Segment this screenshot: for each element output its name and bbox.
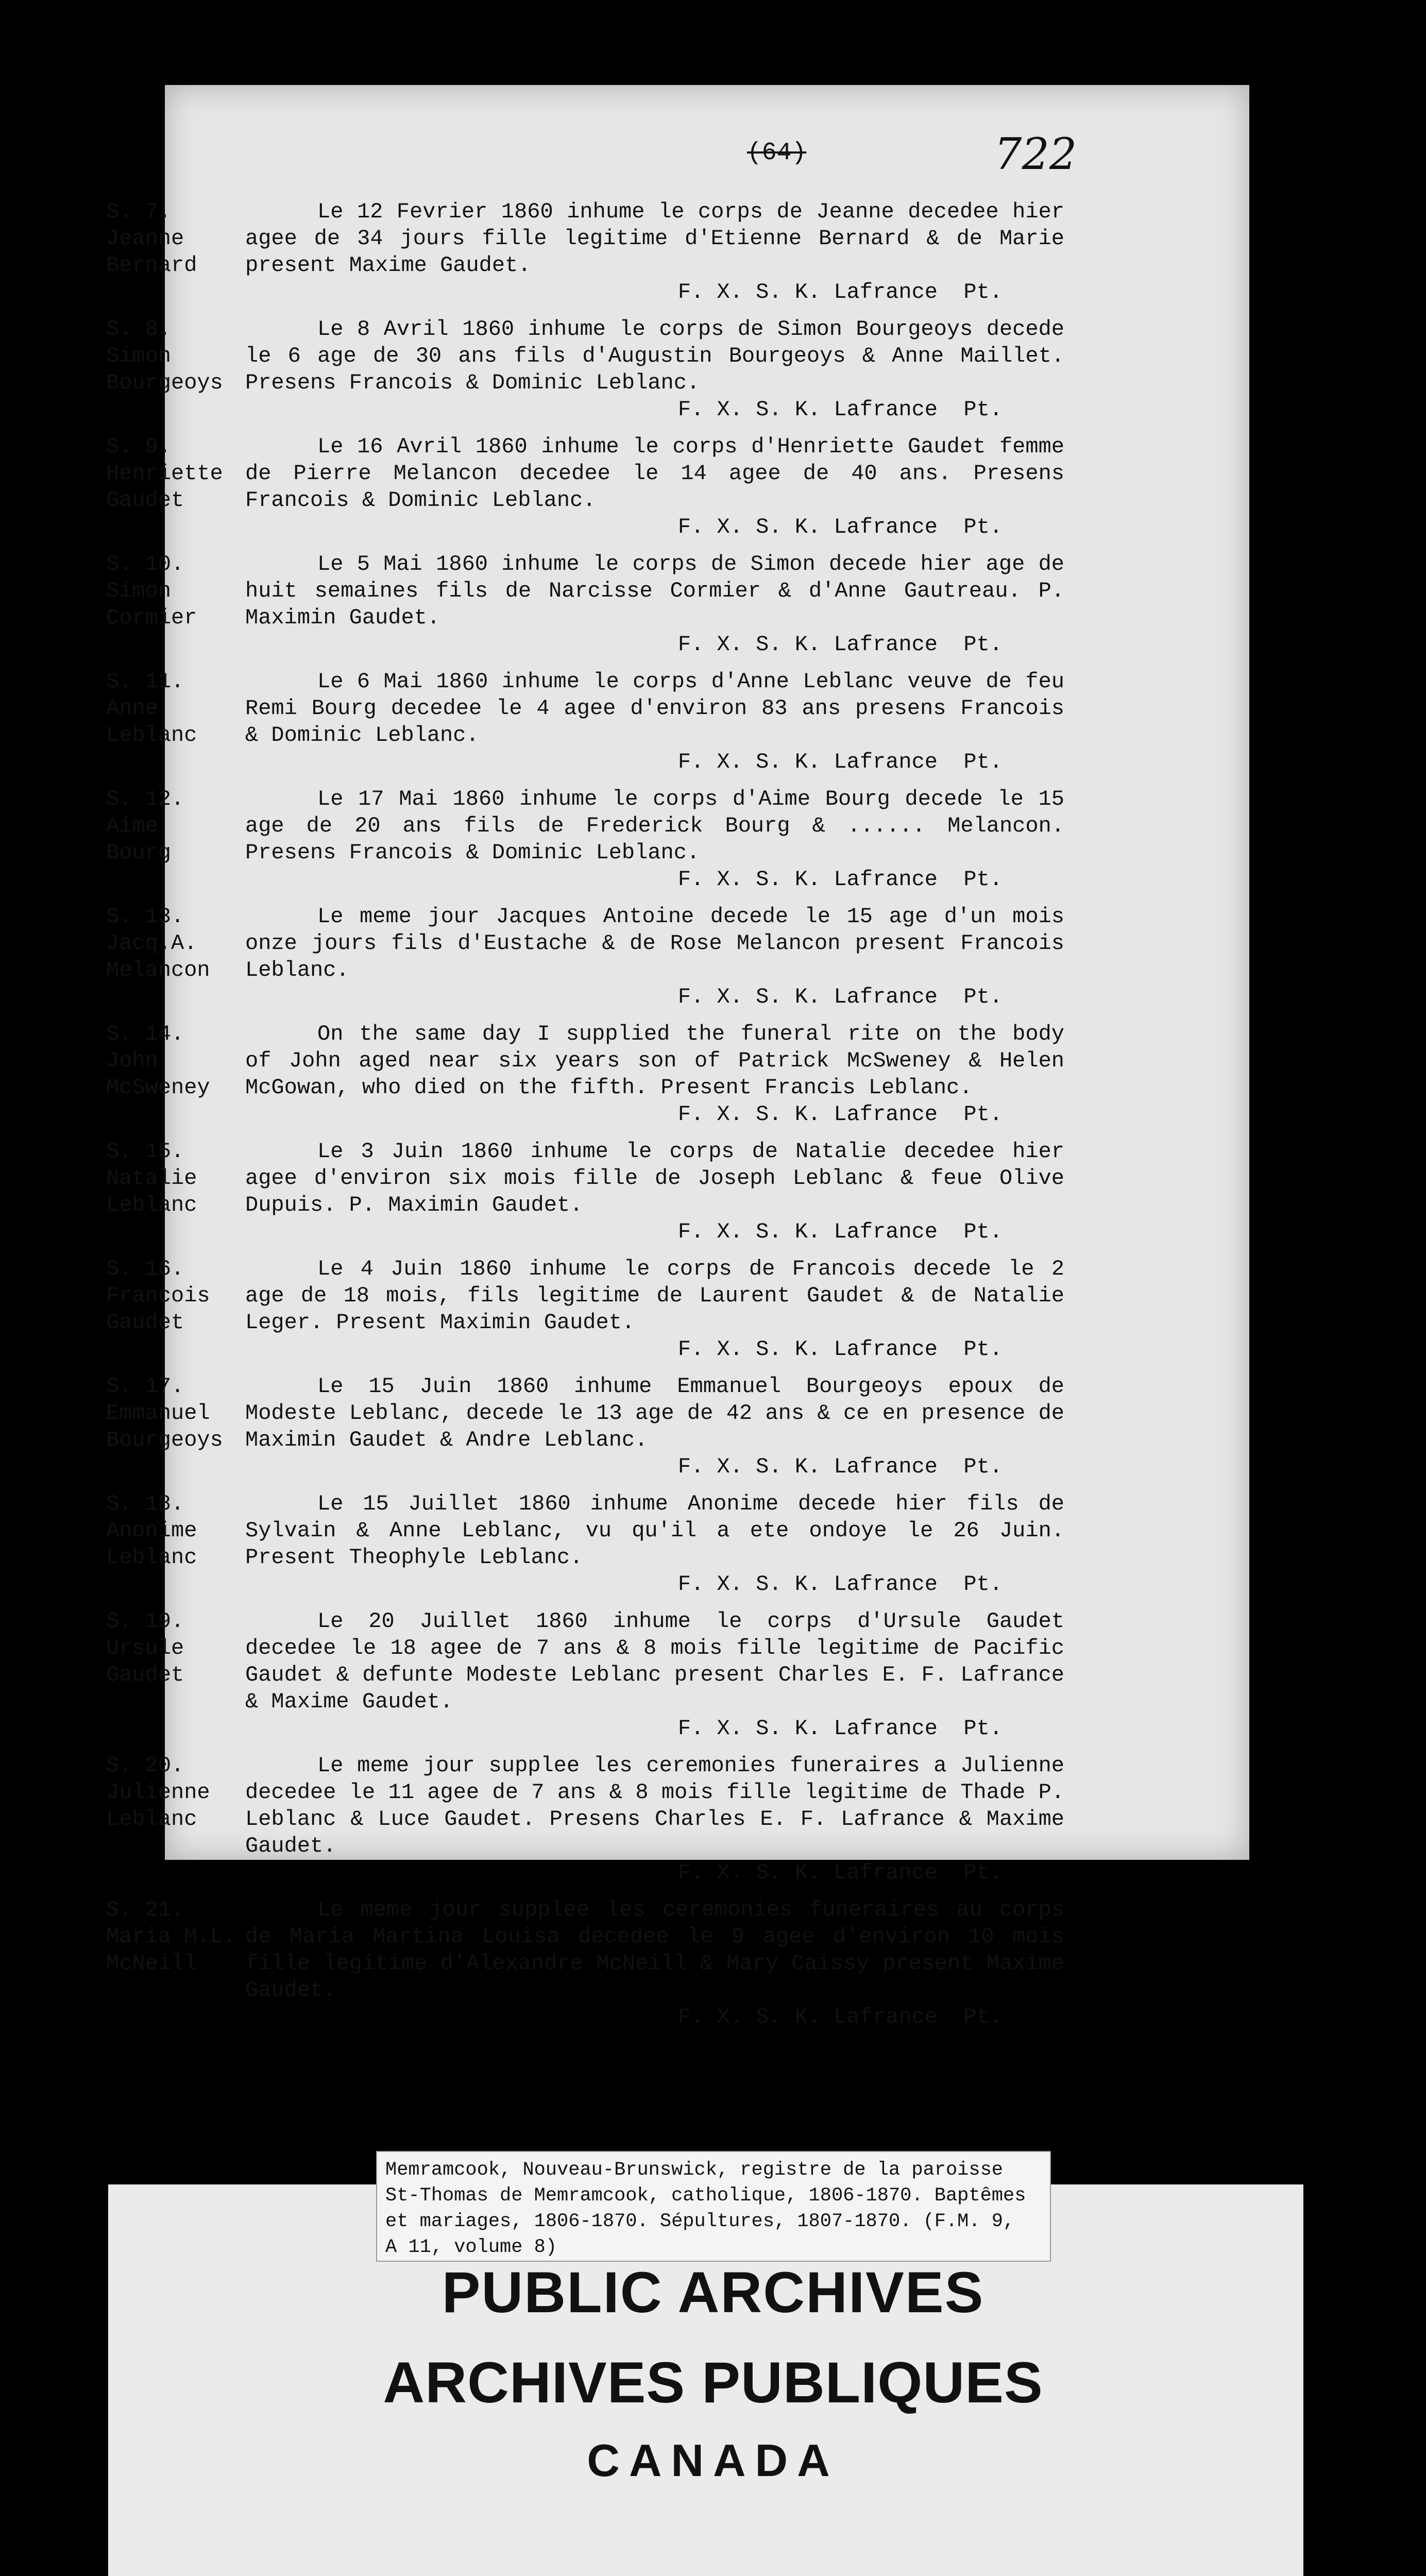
burial-entry	[106, 1490, 1064, 1598]
entry-margin-label: S. 21. Maria M.L. McNeill	[106, 1897, 236, 1976]
entry-text-column	[245, 551, 1064, 658]
entry-text-column	[245, 1490, 1064, 1598]
burial-entry	[106, 198, 1064, 306]
entry-text-column	[245, 1138, 1064, 1245]
collection-label	[376, 2151, 1051, 2262]
entry-signature: F. X. S. K. Lafrance Pt.	[677, 1860, 1003, 1885]
entry-text-column	[245, 198, 1064, 306]
entry-margin-label: S. 11. Anne Leblanc	[106, 669, 197, 748]
entry-margin-label: S. 18. Anonime Leblanc	[106, 1492, 197, 1570]
burial-entry	[106, 1256, 1064, 1363]
entry-signature: F. X. S. K. Lafrance Pt.	[677, 1572, 1003, 1597]
entry-body: Le meme jour supplee les ceremonies funeraires a Julienne decedee le 11 agee de 7 ans & 8 mois fille legitime de Thade P. Leblanc & Luce Gaudet. Presens Charles E. F. Lafrance & Maxime Gaudet.	[245, 1753, 1064, 1858]
entry-text-column	[245, 1021, 1064, 1128]
entry-signature: F. X. S. K. Lafrance Pt.	[677, 1219, 1003, 1244]
entry-signature: F. X. S. K. Lafrance Pt.	[677, 1716, 1003, 1741]
entry-signature: F. X. S. K. Lafrance Pt.	[677, 985, 1003, 1009]
entry-text-column	[245, 1373, 1064, 1480]
entry-text-column	[245, 1752, 1064, 1886]
burial-entry	[106, 433, 1064, 540]
entry-body: Le 3 Juin 1860 inhume le corps de Natalie decedee hier agee d'environ six mois fille de Joseph Leblanc & feue Olive Dupuis. P. Maximin Gaudet.	[245, 1139, 1064, 1217]
burial-entries	[106, 198, 1064, 2041]
entry-signature: F. X. S. K. Lafrance Pt.	[677, 515, 1003, 539]
entry-body: Le 20 Juillet 1860 inhume le corps d'Ursule Gaudet decedee le 18 agee de 7 ans & 8 mois fille legitime de Pacific Gaudet & defunte Modeste Leblanc present Charles E. F. Lafrance & Maxime Gaudet.	[245, 1609, 1064, 1714]
burial-entry	[106, 1608, 1064, 1742]
page-number-typed: (64)	[747, 139, 807, 167]
entry-body: Le 16 Avril 1860 inhume le corps d'Henriette Gaudet femme de Pierre Melancon decedee le 14 agee de 40 ans. Presens Francois & Dominic Leblanc.	[245, 434, 1064, 513]
burial-entry	[106, 1021, 1064, 1128]
entry-body: Le 15 Juillet 1860 inhume Anonime decede hier fils de Sylvain & Anne Leblanc, vu qu'il a ete ondoye le 26 Juin. Present Theophyle Leblanc.	[245, 1492, 1064, 1570]
entry-margin-label: S. 8. Simon Bourgeoys	[106, 317, 223, 395]
entry-body: Le 15 Juin 1860 inhume Emmanuel Bourgeoys epoux de Modeste Leblanc, decede le 13 age de 42 ans & ce en presence de Maximin Gaudet & Andre Leblanc.	[245, 1374, 1064, 1452]
entry-text-column	[245, 903, 1064, 1010]
entry-body: Le meme jour supplee les ceremonies funeraires au corps de Maria Martina Louisa decedee le 9 agee d'environ 10 mois fille legitime d'Alexandre McNeill & Mary Caissy present Maxime Gaudet.	[245, 1897, 1064, 2003]
entry-body: Le meme jour Jacques Antoine decede le 15 age d'un mois onze jours fils d'Eustache & de Rose Melancon present Francois Leblanc.	[245, 904, 1064, 982]
entry-margin-label: S. 14. John McSweney	[106, 1022, 210, 1100]
entry-signature: F. X. S. K. Lafrance Pt.	[677, 1337, 1003, 1362]
entry-margin-label: S. 13. Jacq.A. Melancon	[106, 904, 210, 982]
entry-body: Le 4 Juin 1860 inhume le corps de Francois decede le 2 age de 18 mois, fils legitime de Laurent Gaudet & de Natalie Leger. Present Maximin Gaudet.	[245, 1257, 1064, 1335]
archives-country: CANADA	[587, 2435, 839, 2486]
entry-signature: F. X. S. K. Lafrance Pt.	[677, 632, 1003, 657]
entry-margin-label: S. 20. Julienne Leblanc	[106, 1753, 210, 1832]
label-line: et mariages, 1806-1870. Sépultures, 1807-1870. (F.M. 9,	[385, 2211, 1015, 2232]
label-line: St-Thomas de Memramcook, catholique, 1806-1870. Baptêmes	[385, 2185, 1026, 2207]
entry-text-column	[245, 1256, 1064, 1363]
entry-signature: F. X. S. K. Lafrance Pt.	[677, 750, 1003, 774]
entry-body: On the same day I supplied the funeral rite on the body of John aged near six years son of Patrick McSweney & Helen McGowan, who died on the fifth. Present Francis Leblanc.	[245, 1022, 1064, 1100]
entry-signature: F. X. S. K. Lafrance Pt.	[677, 867, 1003, 892]
entry-text-column	[245, 316, 1064, 423]
entry-margin-label: S. 10. Simon Cormier	[106, 552, 197, 630]
entry-body: Le 6 Mai 1860 inhume le corps d'Anne Leblanc veuve de feu Remi Bourg decedee le 4 agee d'environ 83 ans presens Francois & Dominic Leblanc.	[245, 669, 1064, 748]
entry-text-column	[245, 1608, 1064, 1742]
page-number-handwritten: 722	[994, 129, 1077, 179]
entry-body: Le 17 Mai 1860 inhume le corps d'Aime Bourg decede le 15 age de 20 ans fils de Frederick Bourg & ...... Melancon. Presens Francois & Dominic Leblanc.	[245, 787, 1064, 865]
entry-margin-label: S. 15. Natalie Leblanc	[106, 1139, 197, 1217]
burial-entry	[106, 551, 1064, 658]
entry-text-column	[245, 668, 1064, 775]
label-line: A 11, volume 8)	[385, 2236, 557, 2258]
entry-text-column	[245, 786, 1064, 893]
entry-body: Le 12 Fevrier 1860 inhume le corps de Jeanne decedee hier agee de 34 jours fille legitime d'Etienne Bernard & de Marie present Maxime Gaudet.	[245, 199, 1064, 278]
burial-entry	[106, 668, 1064, 775]
entry-signature: F. X. S. K. Lafrance Pt.	[677, 2005, 1003, 2029]
entry-signature: F. X. S. K. Lafrance Pt.	[677, 280, 1003, 304]
entry-margin-label: S. 7. Jeanne Bernard	[106, 199, 197, 278]
entry-body: Le 5 Mai 1860 inhume le corps de Simon decede hier age de huit semaines fils de Narcisse Cormier & d'Anne Gautreau. P. Maximin Gaudet.	[245, 552, 1064, 630]
entry-margin-label: S. 12. Aime Bourg	[106, 787, 184, 865]
burial-entry	[106, 1373, 1064, 1480]
burial-entry	[106, 1752, 1064, 1886]
entry-margin-label: S. 19. Ursule Gaudet	[106, 1609, 184, 1687]
burial-entry	[106, 903, 1064, 1010]
entry-margin-label: S. 16. Francois Gaudet	[106, 1257, 210, 1335]
entry-margin-label: S. 9. Henriette Gaudet	[106, 434, 223, 513]
entry-text-column	[245, 1896, 1064, 2030]
entry-signature: F. X. S. K. Lafrance Pt.	[677, 397, 1003, 422]
archives-title-en: PUBLIC ARCHIVES	[442, 2260, 984, 2325]
burial-entry	[106, 1138, 1064, 1245]
burial-entry	[106, 1896, 1064, 2030]
entry-text-column	[245, 433, 1064, 540]
entry-signature: F. X. S. K. Lafrance Pt.	[677, 1454, 1003, 1479]
entry-signature: F. X. S. K. Lafrance Pt.	[677, 1102, 1003, 1127]
entry-margin-label: S. 17. Emmanuel Bourgeoys	[106, 1374, 223, 1452]
entry-body: Le 8 Avril 1860 inhume le corps de Simon Bourgeoys decede le 6 age de 30 ans fils d'Augustin Bourgeoys & Anne Maillet. Presens Francois & Dominic Leblanc.	[245, 317, 1064, 395]
burial-entry	[106, 316, 1064, 423]
label-line: Memramcook, Nouveau-Brunswick, registre de la paroisse	[385, 2159, 1003, 2181]
burial-entry	[106, 786, 1064, 893]
archives-title-fr: ARCHIVES PUBLIQUES	[383, 2350, 1043, 2415]
